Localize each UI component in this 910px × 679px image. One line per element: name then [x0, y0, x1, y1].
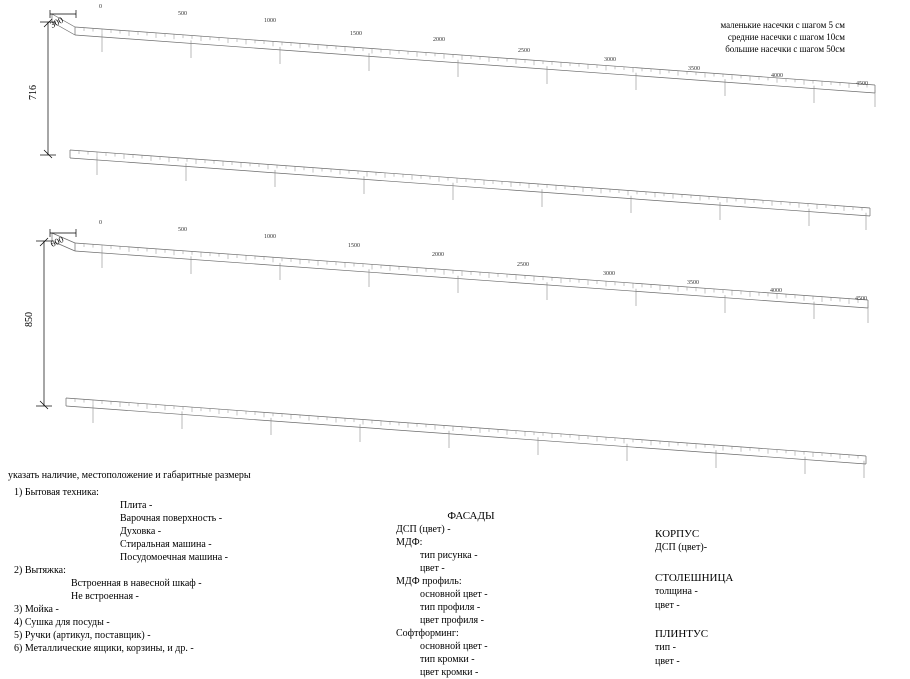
spec-line: тип кромки - — [420, 654, 475, 665]
spec-line: МДФ профиль: — [396, 576, 462, 587]
ruler-tick-label: 2000 — [433, 37, 445, 43]
spec-line: 1) Бытовая техника: — [14, 487, 99, 498]
ruler-tick-label: 3000 — [603, 271, 615, 277]
spec-line: цвет кромки - — [420, 667, 479, 678]
spec-line: ДСП (цвет) - — [396, 524, 451, 535]
spec-column-left — [14, 486, 344, 655]
ruler-tick-label: 4500 — [856, 81, 868, 87]
spec-line: цвет профиля - — [420, 615, 484, 626]
spec-line: МДФ: — [396, 537, 423, 548]
spec-column-right — [655, 527, 855, 669]
spacer — [655, 613, 855, 627]
spec-line: Стиральная машина - — [120, 539, 212, 550]
dimension-label-depth-top: 300 — [48, 14, 65, 30]
spec-line: Духовка - — [120, 526, 162, 537]
spec-line: цвет - — [655, 656, 680, 667]
spec-middle-title: ФАСАДЫ — [447, 510, 495, 522]
ruler-tick-label: 500 — [178, 227, 187, 233]
spec-line: Варочная поверхность - — [120, 513, 223, 524]
spec-right-title-plintus: ПЛИНТУС — [655, 628, 709, 640]
spec-line: ДСП (цвет)- — [655, 542, 708, 553]
spec-line: тип рисунка - — [420, 550, 478, 561]
ruler-tick-label: 0 — [99, 4, 102, 10]
legend-line-large-ticks: большие насечки с шагом 50см — [725, 44, 845, 54]
dimension-label-depth-bottom: 600 — [48, 234, 66, 249]
ruler-tick-label: 2500 — [518, 48, 530, 54]
spec-line: тип профиля - — [420, 602, 481, 613]
spec-line: толщина - — [655, 586, 698, 597]
spec-line: цвет - — [420, 563, 445, 574]
spec-line: 5) Ручки (артикул, поставщик) - — [14, 630, 151, 641]
ruler-tick-label: 1500 — [350, 31, 362, 37]
ruler-tick-label: 4000 — [771, 73, 783, 79]
spec-line: Не встроенная - — [71, 591, 139, 602]
spec-line: 4) Сушка для посуды - — [14, 617, 110, 628]
dimension-label-height-top: 716 — [28, 85, 39, 100]
spacer — [655, 555, 855, 571]
ruler-tick-label: 3500 — [687, 280, 699, 286]
spec-line: Встроенная в навесной шкаф - — [71, 578, 202, 589]
spec-line: Посудомоечная машина - — [120, 552, 228, 563]
spec-line: тип - — [655, 642, 676, 653]
ruler-tick-label: 1500 — [348, 243, 360, 249]
spec-line: 3) Мойка - — [14, 604, 59, 615]
ruler-tick-label: 2000 — [432, 252, 444, 258]
spec-line: цвет - — [655, 600, 680, 611]
ruler-tick-label: 2500 — [517, 262, 529, 268]
ruler-tick-label: 1000 — [264, 234, 276, 240]
ruler-tick-label: 500 — [178, 11, 187, 17]
spec-line: Софтформинг: — [396, 628, 459, 639]
spec-right-title-stoleshnica: СТОЛЕШНИЦА — [655, 572, 734, 584]
spec-line: 2) Вытяжка: — [14, 565, 66, 576]
spec-line: 6) Металлические ящики, корзины, и др. - — [14, 643, 194, 654]
ruler-tick-label: 1000 — [264, 18, 276, 24]
legend-line-medium-ticks: средние насечки с шагом 10см — [727, 32, 845, 42]
spec-intro: указать наличие, местоположение и габаритные размеры — [8, 470, 251, 481]
legend-line-small-ticks: маленькие насечки с шагом 5 см — [720, 20, 845, 30]
spec-line: основной цвет - — [420, 589, 488, 600]
ruler-tick-label: 4000 — [770, 288, 782, 294]
dimension-label-height-bottom: 850 — [24, 312, 35, 327]
ruler-tick-label: 0 — [99, 220, 102, 226]
ruler-tick-label: 3000 — [604, 57, 616, 63]
spec-column-middle — [396, 509, 596, 679]
ruler-tick-label: 4500 — [855, 296, 867, 302]
ruler-tick-label: 3500 — [688, 66, 700, 72]
spec-line: Плита - — [120, 500, 153, 511]
spec-right-title-korpus: КОРПУС — [655, 528, 700, 540]
spec-line: основной цвет - — [420, 641, 488, 652]
